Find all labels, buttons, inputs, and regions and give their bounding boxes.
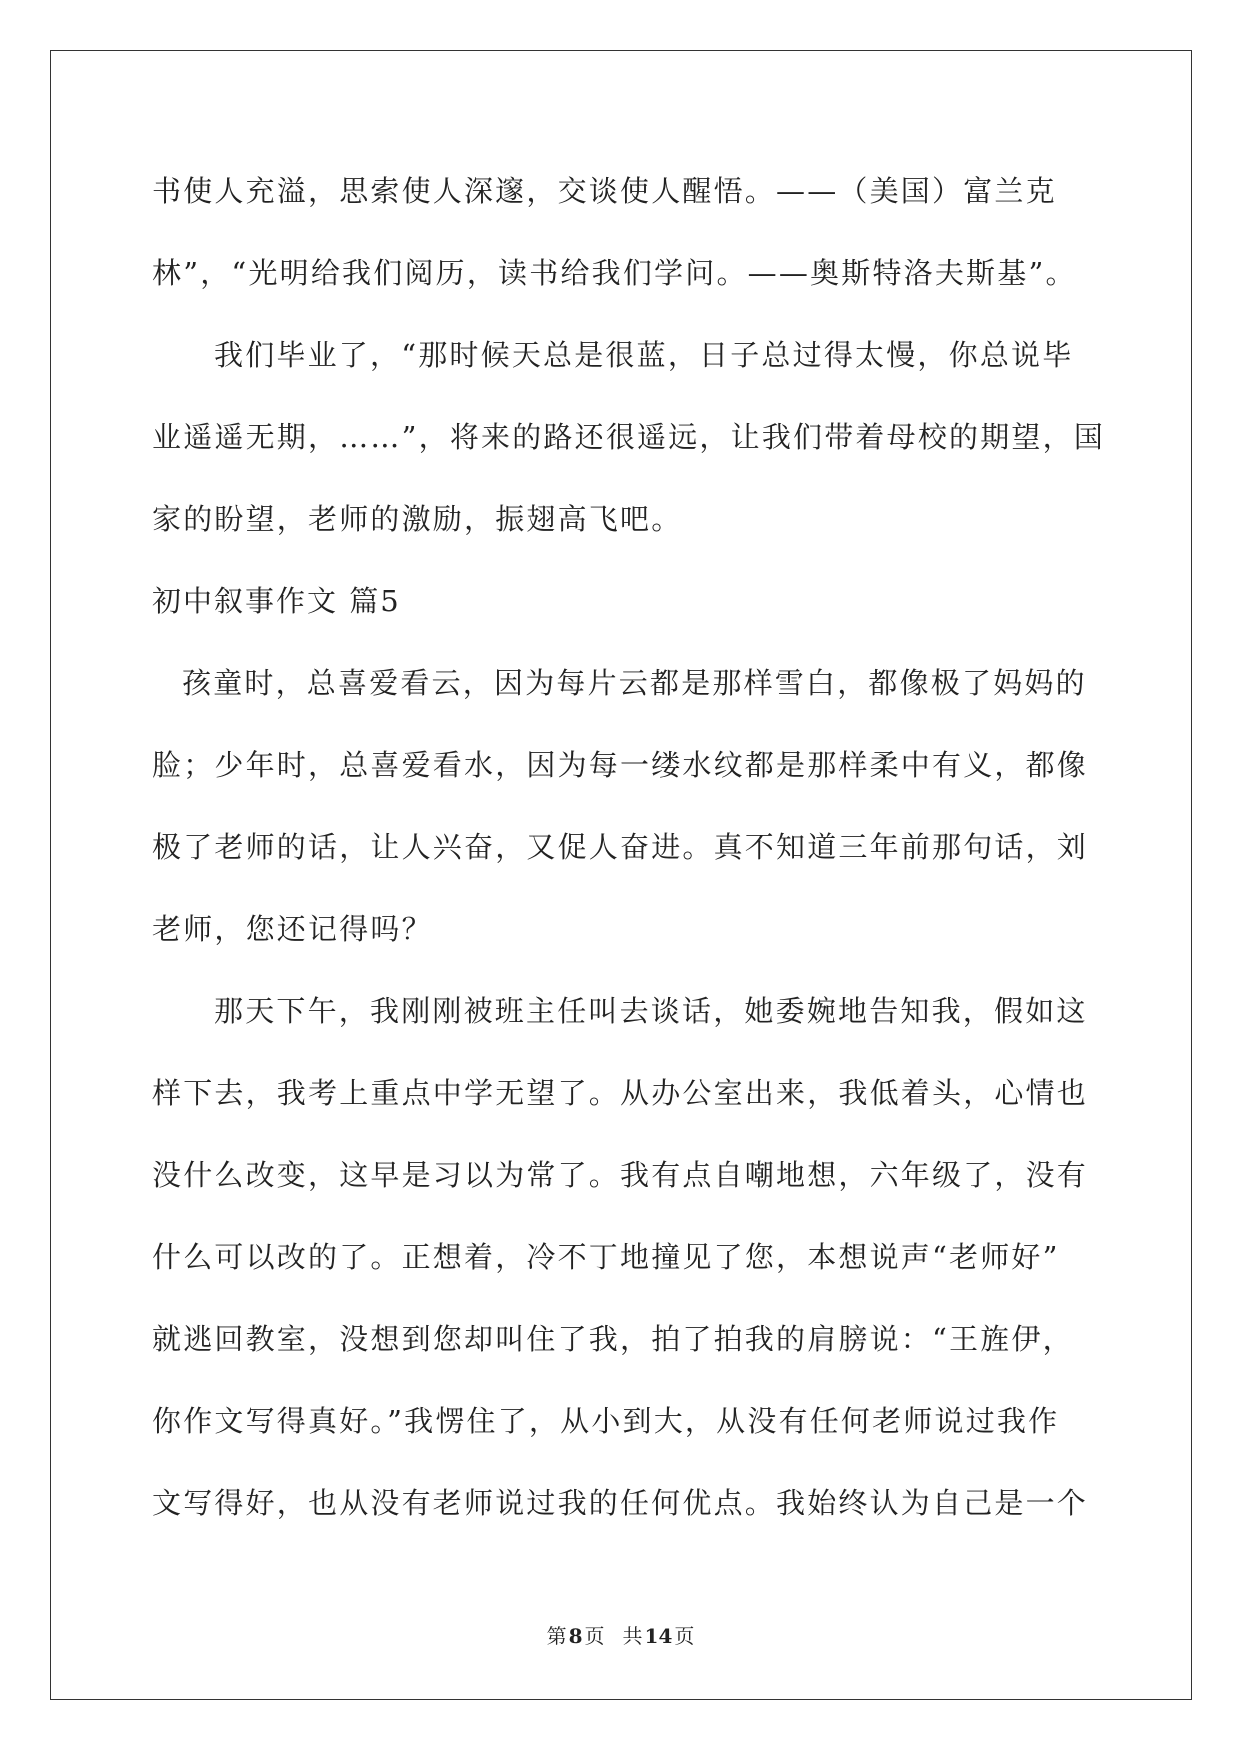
text-line: 样下去，我考上重点中学无望了。从办公室出来，我低着头，心情也 — [152, 1076, 1089, 1110]
text-line: 老师，您还记得吗？ — [152, 912, 433, 946]
section-heading: 初中叙事作文 篇5 — [152, 584, 401, 618]
total-suffix: 页 — [674, 1624, 695, 1648]
page-footer — [0, 1620, 1241, 1649]
text-line: 就逃回教室，没想到您却叫住了我，拍了拍我的肩膀说：“王旌伊， — [152, 1322, 1074, 1356]
paragraph-start-line: 那天下午，我刚刚被班主任叫去谈话，她委婉地告知我，假如这 — [214, 994, 1088, 1028]
total-pages: 14 — [644, 1624, 673, 1648]
page-suffix: 页 — [584, 1624, 605, 1648]
paragraph-start-line: 我们毕业了，“那时候天总是很蓝，日子总过得太慢，你总说毕 — [214, 338, 1074, 372]
paragraph-start-line: 孩童时，总喜爱看云，因为每片云都是那样雪白，都像极了妈妈的 — [182, 666, 1087, 700]
text-line: 你作文写得真好。”我愣住了，从小到大，从没有任何老师说过我作 — [152, 1404, 1060, 1438]
text-line: 文写得好，也从没有老师说过我的任何优点。我始终认为自己是一个 — [152, 1486, 1089, 1520]
text-line: 没什么改变，这早是习以为常了。我有点自嘲地想，六年级了，没有 — [152, 1158, 1089, 1192]
text-line: 林”，“光明给我们阅历，读书给我们学问。——奥斯特洛夫斯基”。 — [152, 256, 1077, 290]
text-line: 什么可以改的了。正想着，冷不丁地撞见了您，本想说声“老师好” — [152, 1240, 1060, 1274]
text-line: 书使人充溢，思索使人深邃，交谈使人醒悟。——（美国）富兰克 — [152, 174, 1057, 208]
text-line: 极了老师的话，让人兴奋，又促人奋进。真不知道三年前那句话，刘 — [152, 830, 1089, 864]
page-number: 8 — [568, 1624, 583, 1648]
text-line: 家的盼望，老师的激励，振翅高飞吧。 — [152, 502, 683, 536]
document-body — [152, 158, 1106, 1552]
page-prefix: 第 — [546, 1624, 567, 1648]
text-line: 业遥遥无期，……”，将来的路还很遥远，让我们带着母校的期望，国 — [152, 420, 1106, 454]
total-prefix: 共 — [622, 1624, 643, 1648]
text-line: 脸；少年时，总喜爱看水，因为每一缕水纹都是那样柔中有义，都像 — [152, 748, 1089, 782]
